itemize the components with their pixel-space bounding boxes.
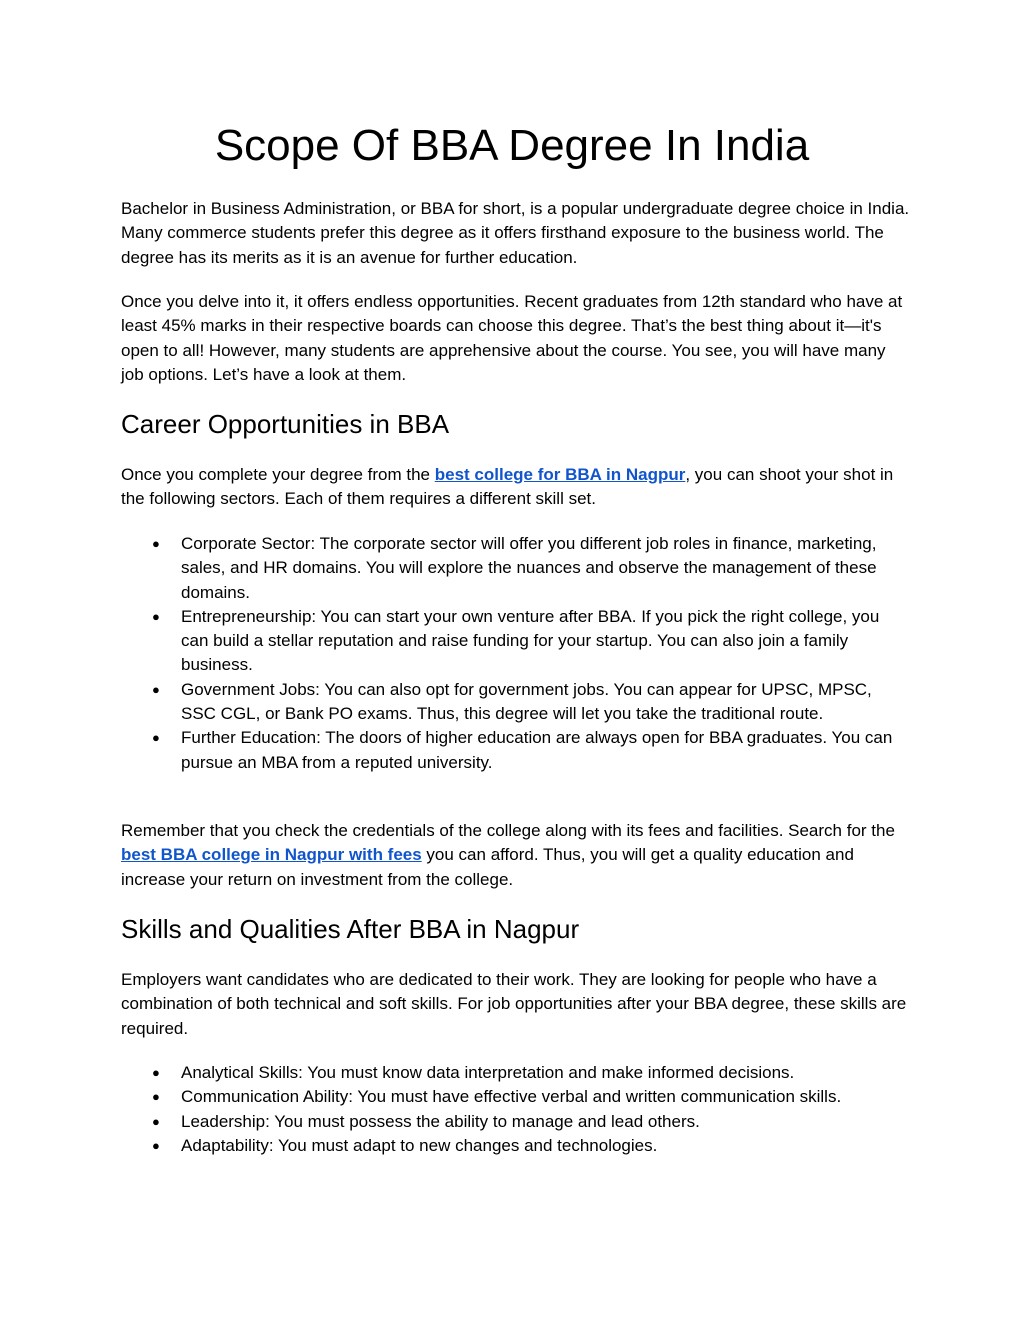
bullet-icon: ● xyxy=(152,1113,160,1129)
career-heading: Career Opportunities in BBA xyxy=(121,409,450,439)
bullet-icon: ● xyxy=(152,536,160,551)
best-bba-college-fees-link[interactable]: best BBA college in Nagpur with fees xyxy=(121,845,422,865)
list-item xyxy=(121,1134,911,1158)
list-item-text: Communication Ability: You must have effective verbal and written communication skills. xyxy=(181,1087,842,1107)
list-item-text: Further Education: The doors of higher education are always open for BBA graduates. You can pursue an MBA from a reputed university. xyxy=(181,728,893,772)
skills-heading: Skills and Qualities After BBA in Nagpur xyxy=(121,914,580,944)
bullet-icon: ● xyxy=(152,1137,160,1153)
intro-paragraph-1: Bachelor in Business Administration, or BBA for short, is a popular undergraduate degree choice in India. Many commerce students prefer this degree as it offers firsthand exposure to the business world. The degree has its merits as it is an avenue for further education. xyxy=(121,199,910,267)
closing-text-after: you can afford. Thus, you will get a quality education and increase your return on investment from the college. xyxy=(121,845,854,889)
list-item-text: Government Jobs: You can also opt for government jobs. You can appear for UPSC, MPSC, SSC CGL, or Bank PO exams. Thus, this degree will let you take the traditional route. xyxy=(181,679,872,724)
skills-paragraph: Employers want candidates who are dedicated to their work. They are looking for people who have a combination of both technical and soft skills. For job opportunities after your BBA degree, these skills are required. xyxy=(121,970,907,1038)
list-item-text: Entrepreneurship: You can start your own venture after BBA. If you pick the right college, you can build a stellar reputation and raise funding for your startup. You can also join a family business. xyxy=(181,606,880,675)
list-item xyxy=(121,1110,911,1134)
bullet-icon: ● xyxy=(152,681,160,697)
list-item xyxy=(121,1061,911,1085)
page-title: Scope Of BBA Degree In India xyxy=(214,121,810,170)
career-list xyxy=(121,532,911,775)
bullet-icon: ● xyxy=(152,608,160,624)
list-item-text: Analytical Skills: You must know data interpretation and make informed decisions. xyxy=(181,1063,795,1082)
list-item xyxy=(121,678,911,727)
bullet-icon: ● xyxy=(152,1089,160,1105)
list-item xyxy=(121,1085,911,1109)
list-item-text: Adaptability: You must adapt to new changes and technologies. xyxy=(181,1135,658,1155)
intro-paragraph-2: Once you delve into it, it offers endless opportunities. Recent graduates from 12th standard who have at least 45% marks in their respective boards can choose this degree. That’s the best thing about it—it's open to all! However, many students are apprehensive about the course. You see, you will have many job options. Let’s have a look at them. xyxy=(121,292,903,384)
list-item xyxy=(121,726,911,775)
career-intro-text-before: Once you complete your degree from the xyxy=(121,465,435,484)
list-item-text: Corporate Sector: The corporate sector will offer you different job roles in finance, marketing, sales, and HR domains. You will explore the nuances and observe the management of these domains. xyxy=(181,534,877,602)
closing-text-before: Remember that you check the credentials of the college along with its fees and facilities. Search for the xyxy=(121,821,895,840)
career-intro-paragraph xyxy=(121,463,911,512)
best-college-link[interactable]: best college for BBA in Nagpur xyxy=(434,465,686,484)
list-item xyxy=(121,532,911,605)
career-intro-text-after: , you can shoot your shot in the following sectors. Each of them requires a different skill set. xyxy=(121,465,894,509)
bullet-icon: ● xyxy=(152,1065,160,1080)
closing-paragraph xyxy=(121,819,911,892)
list-item-text: Leadership: You must possess the ability to manage and lead others. xyxy=(181,1111,700,1131)
bullet-icon: ● xyxy=(152,730,160,746)
skills-list xyxy=(121,1061,911,1158)
list-item xyxy=(121,605,911,678)
